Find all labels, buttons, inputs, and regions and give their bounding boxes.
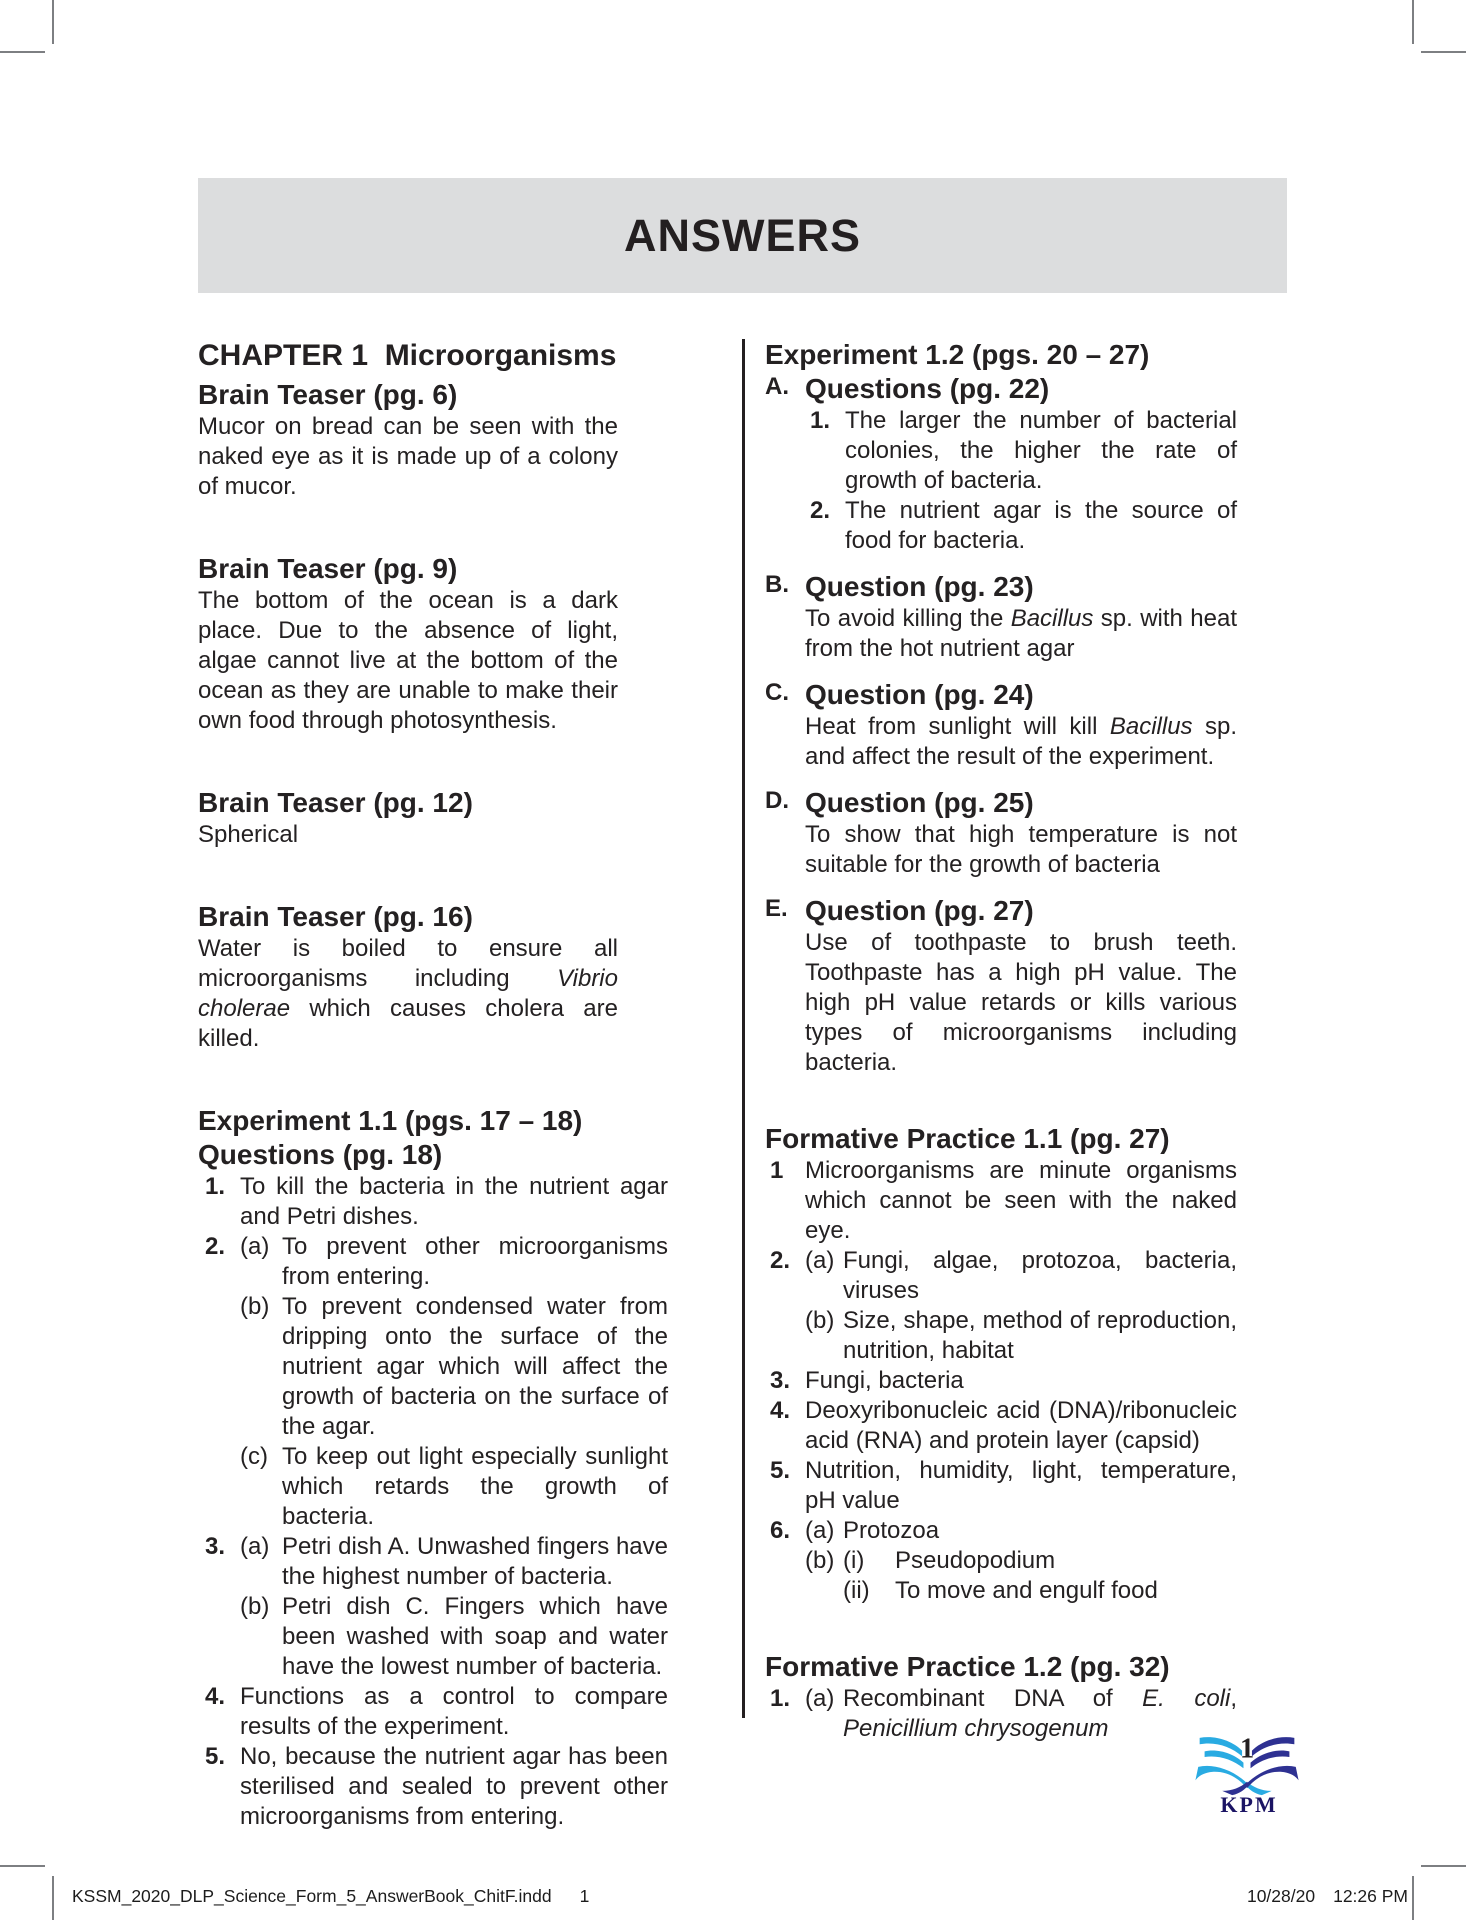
sub-item-a bbox=[240, 1232, 668, 1292]
brain-teaser-pg6-heading: Brain Teaser (pg. 6) bbox=[198, 379, 458, 410]
section-letter: C. bbox=[765, 679, 789, 706]
section-letter: E. bbox=[765, 895, 788, 922]
brain-teaser-pg9 bbox=[198, 552, 668, 736]
sub-text: To prevent condensed water from dripping onto the surface of the nutrient agar which will affect the growth of bacteria on the surface of the agar. bbox=[282, 1293, 668, 1440]
crop-mark-bottom-left-horizontal bbox=[0, 1865, 45, 1867]
sub-label: (a) bbox=[240, 1233, 270, 1260]
sub-item-c bbox=[240, 1442, 668, 1532]
item-number: 1. bbox=[205, 1173, 226, 1200]
section-b-heading: Question (pg. 23) bbox=[805, 571, 1034, 602]
section-e-heading: Question (pg. 27) bbox=[805, 895, 1034, 926]
section-d-body: To show that high temperature is not suitable for the growth of bacteria bbox=[805, 821, 1237, 878]
answer-item-q3 bbox=[198, 1532, 668, 1682]
crop-mark-top-right-vertical bbox=[1412, 0, 1414, 44]
crop-mark-top-left-horizontal bbox=[0, 51, 45, 53]
item-text: Microorganisms are minute organisms which cannot be seen with the naked eye. bbox=[805, 1157, 1237, 1244]
answer-item-f1-2 bbox=[765, 1246, 1237, 1366]
sub-text: To prevent other microorganisms from entering. bbox=[282, 1233, 668, 1290]
roman-label: (i) bbox=[843, 1547, 865, 1574]
roman-text: Pseudopodium bbox=[895, 1547, 1056, 1574]
sub-label: (b) bbox=[240, 1293, 270, 1320]
column-divider bbox=[742, 339, 745, 1718]
logo-caption: KPM bbox=[1220, 1792, 1278, 1816]
sub-label: (a) bbox=[805, 1247, 835, 1274]
left-column bbox=[198, 338, 668, 1832]
footer-date: 10/28/20 bbox=[1246, 1886, 1316, 1906]
right-column bbox=[765, 338, 1237, 1744]
answers-banner-title: ANSWERS bbox=[623, 209, 861, 261]
body-text: which causes cholera are killed. bbox=[198, 995, 618, 1052]
item-number: 1 bbox=[770, 1157, 784, 1184]
answer-item-f2-1 bbox=[765, 1684, 1237, 1744]
item-number: 2. bbox=[205, 1233, 226, 1260]
crop-mark-bottom-right-horizontal bbox=[1421, 1865, 1466, 1867]
brain-teaser-pg6-body: Mucor on bread can be seen with the naked eye as it is made up of a colony of mucor. bbox=[198, 413, 618, 500]
body-text: To avoid killing the bbox=[805, 605, 1011, 632]
section-letter: D. bbox=[765, 787, 789, 814]
roman-text: To move and engulf food bbox=[895, 1577, 1158, 1604]
item-number: 4. bbox=[205, 1683, 226, 1710]
lettered-section-c bbox=[765, 678, 1237, 772]
crop-mark-top-right-horizontal bbox=[1421, 51, 1466, 53]
sub-item-a bbox=[805, 1246, 1237, 1306]
sub-item-a bbox=[805, 1684, 1237, 1744]
sub-text: To keep out light especially sunlight which retards the growth of bacteria. bbox=[282, 1443, 668, 1530]
answer-item-q4 bbox=[198, 1682, 668, 1742]
body-text: sp. and affect the result of the experiment. bbox=[805, 713, 1237, 770]
crop-mark-top-left-vertical bbox=[52, 0, 54, 44]
sub-text: Protozoa bbox=[843, 1517, 940, 1544]
experiment-1-1 bbox=[198, 1104, 668, 1832]
answer-item-q1 bbox=[198, 1172, 668, 1232]
item-number: 1. bbox=[810, 407, 831, 434]
footer-filename: KSSM_2020_DLP_Science_Form_5_AnswerBook_ChitF.indd bbox=[72, 1886, 552, 1906]
section-letter: A. bbox=[765, 373, 789, 400]
sub-text: Size, shape, method of reproduction, nutrition, habitat bbox=[843, 1307, 1237, 1364]
item-number: 6. bbox=[770, 1517, 791, 1544]
section-c-heading: Question (pg. 24) bbox=[805, 679, 1034, 710]
item-number: 5. bbox=[205, 1743, 226, 1770]
body-text: , bbox=[1230, 1685, 1237, 1712]
item-text: Fungi, bacteria bbox=[805, 1367, 964, 1394]
species-name-italic: Penicillium chrysogenum bbox=[843, 1715, 1109, 1742]
sub-item-a bbox=[805, 1516, 1237, 1546]
item-text: Deoxyribonucleic acid (DNA)/ribonucleic acid (RNA) and protein layer (capsid) bbox=[805, 1397, 1237, 1454]
brain-teaser-pg9-heading: Brain Teaser (pg. 9) bbox=[198, 553, 458, 584]
formative-1-2-heading: Formative Practice 1.2 (pg. 32) bbox=[765, 1651, 1170, 1682]
section-letter: B. bbox=[765, 571, 789, 598]
sub-text: Petri dish C. Fingers which have been washed with soap and water have the lowest number of bacteria. bbox=[282, 1593, 668, 1680]
brain-teaser-pg6 bbox=[198, 378, 668, 502]
formative-practice-1-1 bbox=[765, 1122, 1237, 1606]
item-number: 2. bbox=[810, 497, 831, 524]
brain-teaser-pg9-body: The bottom of the ocean is a dark place. Due to the absence of light, algae cannot live at the bottom of the ocean as they are unable to make their own food through photosynthesis. bbox=[198, 587, 618, 734]
item-number: 1. bbox=[770, 1685, 791, 1712]
brain-teaser-pg16-body bbox=[198, 934, 618, 1054]
kpm-open-book-icon bbox=[1194, 1722, 1300, 1816]
item-number: 3. bbox=[205, 1533, 226, 1560]
sub-item-b bbox=[805, 1306, 1237, 1366]
sub-text: Fungi, algae, protozoa, bacteria, viruses bbox=[843, 1247, 1237, 1304]
answers-banner bbox=[198, 178, 1287, 293]
lettered-section-d bbox=[765, 786, 1237, 880]
experiment-1-1-heading: Experiment 1.1 (pgs. 17 – 18) bbox=[198, 1105, 583, 1136]
footer-time: 12:26 PM bbox=[1333, 1886, 1408, 1906]
lettered-section-a bbox=[765, 372, 1237, 556]
item-text: Nutrition, humidity, light, temperature, pH value bbox=[805, 1457, 1237, 1514]
logo-book-number: 1 bbox=[1239, 1733, 1255, 1765]
item-number: 3. bbox=[770, 1367, 791, 1394]
sub-text: Petri dish A. Unwashed fingers have the highest number of bacteria. bbox=[282, 1533, 668, 1590]
species-name-italic: Bacillus bbox=[1109, 713, 1193, 740]
answer-item-a2 bbox=[805, 496, 1237, 556]
answer-item-f1-6 bbox=[765, 1516, 1237, 1606]
experiment-1-2-heading: Experiment 1.2 (pgs. 20 – 27) bbox=[765, 339, 1150, 370]
species-name-italic: Vibrio cholerae bbox=[198, 965, 618, 1022]
lettered-section-b bbox=[765, 570, 1237, 664]
formative-practice-1-2 bbox=[765, 1650, 1237, 1744]
kpm-logo bbox=[1194, 1722, 1300, 1821]
footer-filename-row bbox=[72, 1886, 589, 1907]
answer-item-f1-3 bbox=[765, 1366, 1237, 1396]
body-text: sp. with heat from the hot nutrient agar bbox=[805, 605, 1237, 662]
answer-item-f1-1 bbox=[765, 1156, 1237, 1246]
experiment-1-2 bbox=[765, 338, 1237, 1078]
sub-label: (b) bbox=[805, 1547, 835, 1574]
sub-item-a bbox=[240, 1532, 668, 1592]
footer-sheet-number: 1 bbox=[579, 1886, 590, 1906]
brain-teaser-pg12-body: Spherical bbox=[198, 821, 299, 848]
sub-item-b bbox=[240, 1292, 668, 1442]
crop-mark-bottom-right-vertical bbox=[1412, 1876, 1414, 1920]
formative-1-1-heading: Formative Practice 1.1 (pg. 27) bbox=[765, 1123, 1170, 1154]
species-name-italic: Bacillus bbox=[1010, 605, 1094, 632]
sub-item-b bbox=[805, 1546, 1237, 1606]
item-number: 2. bbox=[770, 1247, 791, 1274]
section-a-heading: Questions (pg. 22) bbox=[805, 373, 1050, 404]
answer-item-f1-4 bbox=[765, 1396, 1237, 1456]
body-text: Water is boiled to ensure all microorganisms including bbox=[198, 935, 618, 992]
roman-item-ii bbox=[843, 1576, 1237, 1606]
chapter-title: CHAPTER 1 Microorganisms bbox=[198, 339, 617, 372]
experiment-1-1-subheading: Questions (pg. 18) bbox=[198, 1139, 443, 1170]
sub-label: (b) bbox=[805, 1307, 835, 1334]
item-number: 5. bbox=[770, 1457, 791, 1484]
roman-label: (ii) bbox=[843, 1577, 870, 1604]
sub-label: (a) bbox=[240, 1533, 270, 1560]
footer-datetime bbox=[1247, 1886, 1408, 1907]
section-d-heading: Question (pg. 25) bbox=[805, 787, 1034, 818]
section-c-body bbox=[805, 712, 1237, 772]
sub-item-b bbox=[240, 1592, 668, 1682]
section-e-body: Use of toothpaste to brush teeth. Toothpaste has a high pH value. The high pH value retards or kills various types of microorganisms including bacteria. bbox=[805, 929, 1237, 1076]
answer-item-f1-5 bbox=[765, 1456, 1237, 1516]
item-text: The nutrient agar is the source of food for bacteria. bbox=[845, 497, 1237, 554]
body-text: Heat from sunlight will kill bbox=[805, 713, 1110, 740]
answer-item-a1 bbox=[805, 406, 1237, 496]
sub-label: (b) bbox=[240, 1593, 270, 1620]
brain-teaser-pg12-heading: Brain Teaser (pg. 12) bbox=[198, 787, 473, 818]
crop-mark-bottom-left-vertical bbox=[52, 1876, 54, 1920]
body-text: Recombinant DNA of bbox=[843, 1685, 1143, 1712]
brain-teaser-pg16 bbox=[198, 900, 668, 1054]
roman-item-i bbox=[843, 1546, 1237, 1576]
brain-teaser-pg12 bbox=[198, 786, 668, 850]
item-text: The larger the number of bacterial colonies, the higher the rate of growth of bacteria. bbox=[845, 407, 1237, 494]
section-b-body bbox=[805, 604, 1237, 664]
item-text: To kill the bacteria in the nutrient agar and Petri dishes. bbox=[240, 1173, 668, 1230]
sub-label: (a) bbox=[805, 1517, 835, 1544]
answer-item-q2 bbox=[198, 1232, 668, 1532]
brain-teaser-pg16-heading: Brain Teaser (pg. 16) bbox=[198, 901, 473, 932]
item-text: Functions as a control to compare results of the experiment. bbox=[240, 1683, 668, 1740]
item-number: 4. bbox=[770, 1397, 791, 1424]
lettered-section-e bbox=[765, 894, 1237, 1078]
sub-label: (c) bbox=[240, 1443, 268, 1470]
item-text: No, because the nutrient agar has been sterilised and sealed to prevent other microorganisms from entering. bbox=[240, 1743, 668, 1830]
sub-text bbox=[843, 1684, 1237, 1744]
sub-label: (a) bbox=[805, 1685, 835, 1712]
species-name-italic: E. coli bbox=[1142, 1685, 1231, 1712]
answer-item-q5 bbox=[198, 1742, 668, 1832]
